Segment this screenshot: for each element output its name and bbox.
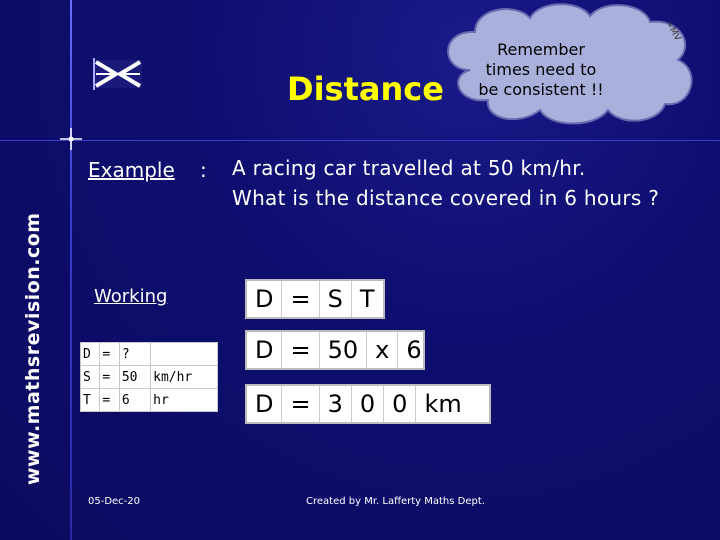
formula-cell: =: [282, 281, 319, 317]
formula-cell: 50: [319, 332, 367, 368]
formula-cell: D: [247, 281, 282, 317]
formula-cell: D: [247, 386, 282, 422]
cloud-line-2: times need to: [485, 60, 597, 79]
slide-title: Distance: [287, 70, 444, 108]
grid-cell: 6: [119, 389, 150, 412]
formula-cell: =: [282, 386, 319, 422]
grid-row-s: [81, 366, 218, 389]
formula-cell: 3: [319, 386, 351, 422]
example-label: Example: [88, 158, 175, 182]
formula-box-3: [245, 384, 491, 424]
grid-cell: hr: [151, 389, 218, 412]
formula-cell: x: [367, 332, 398, 368]
formula-cell: 0: [384, 386, 416, 422]
formula-cell: D: [247, 332, 282, 368]
working-label: Working: [94, 286, 168, 307]
grid-cell: 50: [119, 366, 150, 389]
formula-cell: =: [282, 332, 319, 368]
grid-cell: [151, 343, 218, 366]
formula-cell: T: [359, 285, 375, 313]
grid-cell: =: [100, 343, 119, 366]
star-flare-icon: [60, 128, 82, 150]
footer-credit: Created by Mr. Lafferty Maths Dept.: [306, 496, 485, 507]
formula-box-2: [245, 330, 425, 370]
question-line-2: What is the distance covered in 6 hours ?: [232, 186, 660, 210]
cloud-message: [450, 40, 632, 100]
footer-date: 05-Dec-20: [88, 496, 141, 507]
vertical-divider: [70, 0, 72, 540]
formula-cell: S: [319, 281, 351, 317]
grid-row-t: [81, 389, 218, 412]
cloud-line-3: be consistent !!: [478, 80, 604, 99]
grid-cell: S: [81, 366, 100, 389]
grid-cell: =: [100, 366, 119, 389]
formula-cell: 0: [351, 386, 383, 422]
grid-cell: km/hr: [151, 366, 218, 389]
working-grid: [80, 342, 218, 412]
cloud-mark: ≈MV: [663, 19, 683, 43]
formula-box-1: [245, 279, 385, 319]
grid-cell: D: [81, 343, 100, 366]
grid-cell: =: [100, 389, 119, 412]
grid-row-d: [81, 343, 218, 366]
example-colon: :: [200, 158, 207, 182]
formula-cell: 6: [406, 336, 422, 364]
grid-cell: T: [81, 389, 100, 412]
horizontal-divider: [0, 140, 720, 141]
website-vertical-text: www.mathsrevision.com: [22, 212, 44, 485]
cloud-line-1: Remember: [497, 40, 585, 59]
question-line-1: A racing car travelled at 50 km/hr.: [232, 156, 586, 180]
saltire-flag-icon: [92, 56, 144, 92]
grid-cell: ?: [119, 343, 150, 366]
formula-cell: km: [424, 390, 462, 418]
